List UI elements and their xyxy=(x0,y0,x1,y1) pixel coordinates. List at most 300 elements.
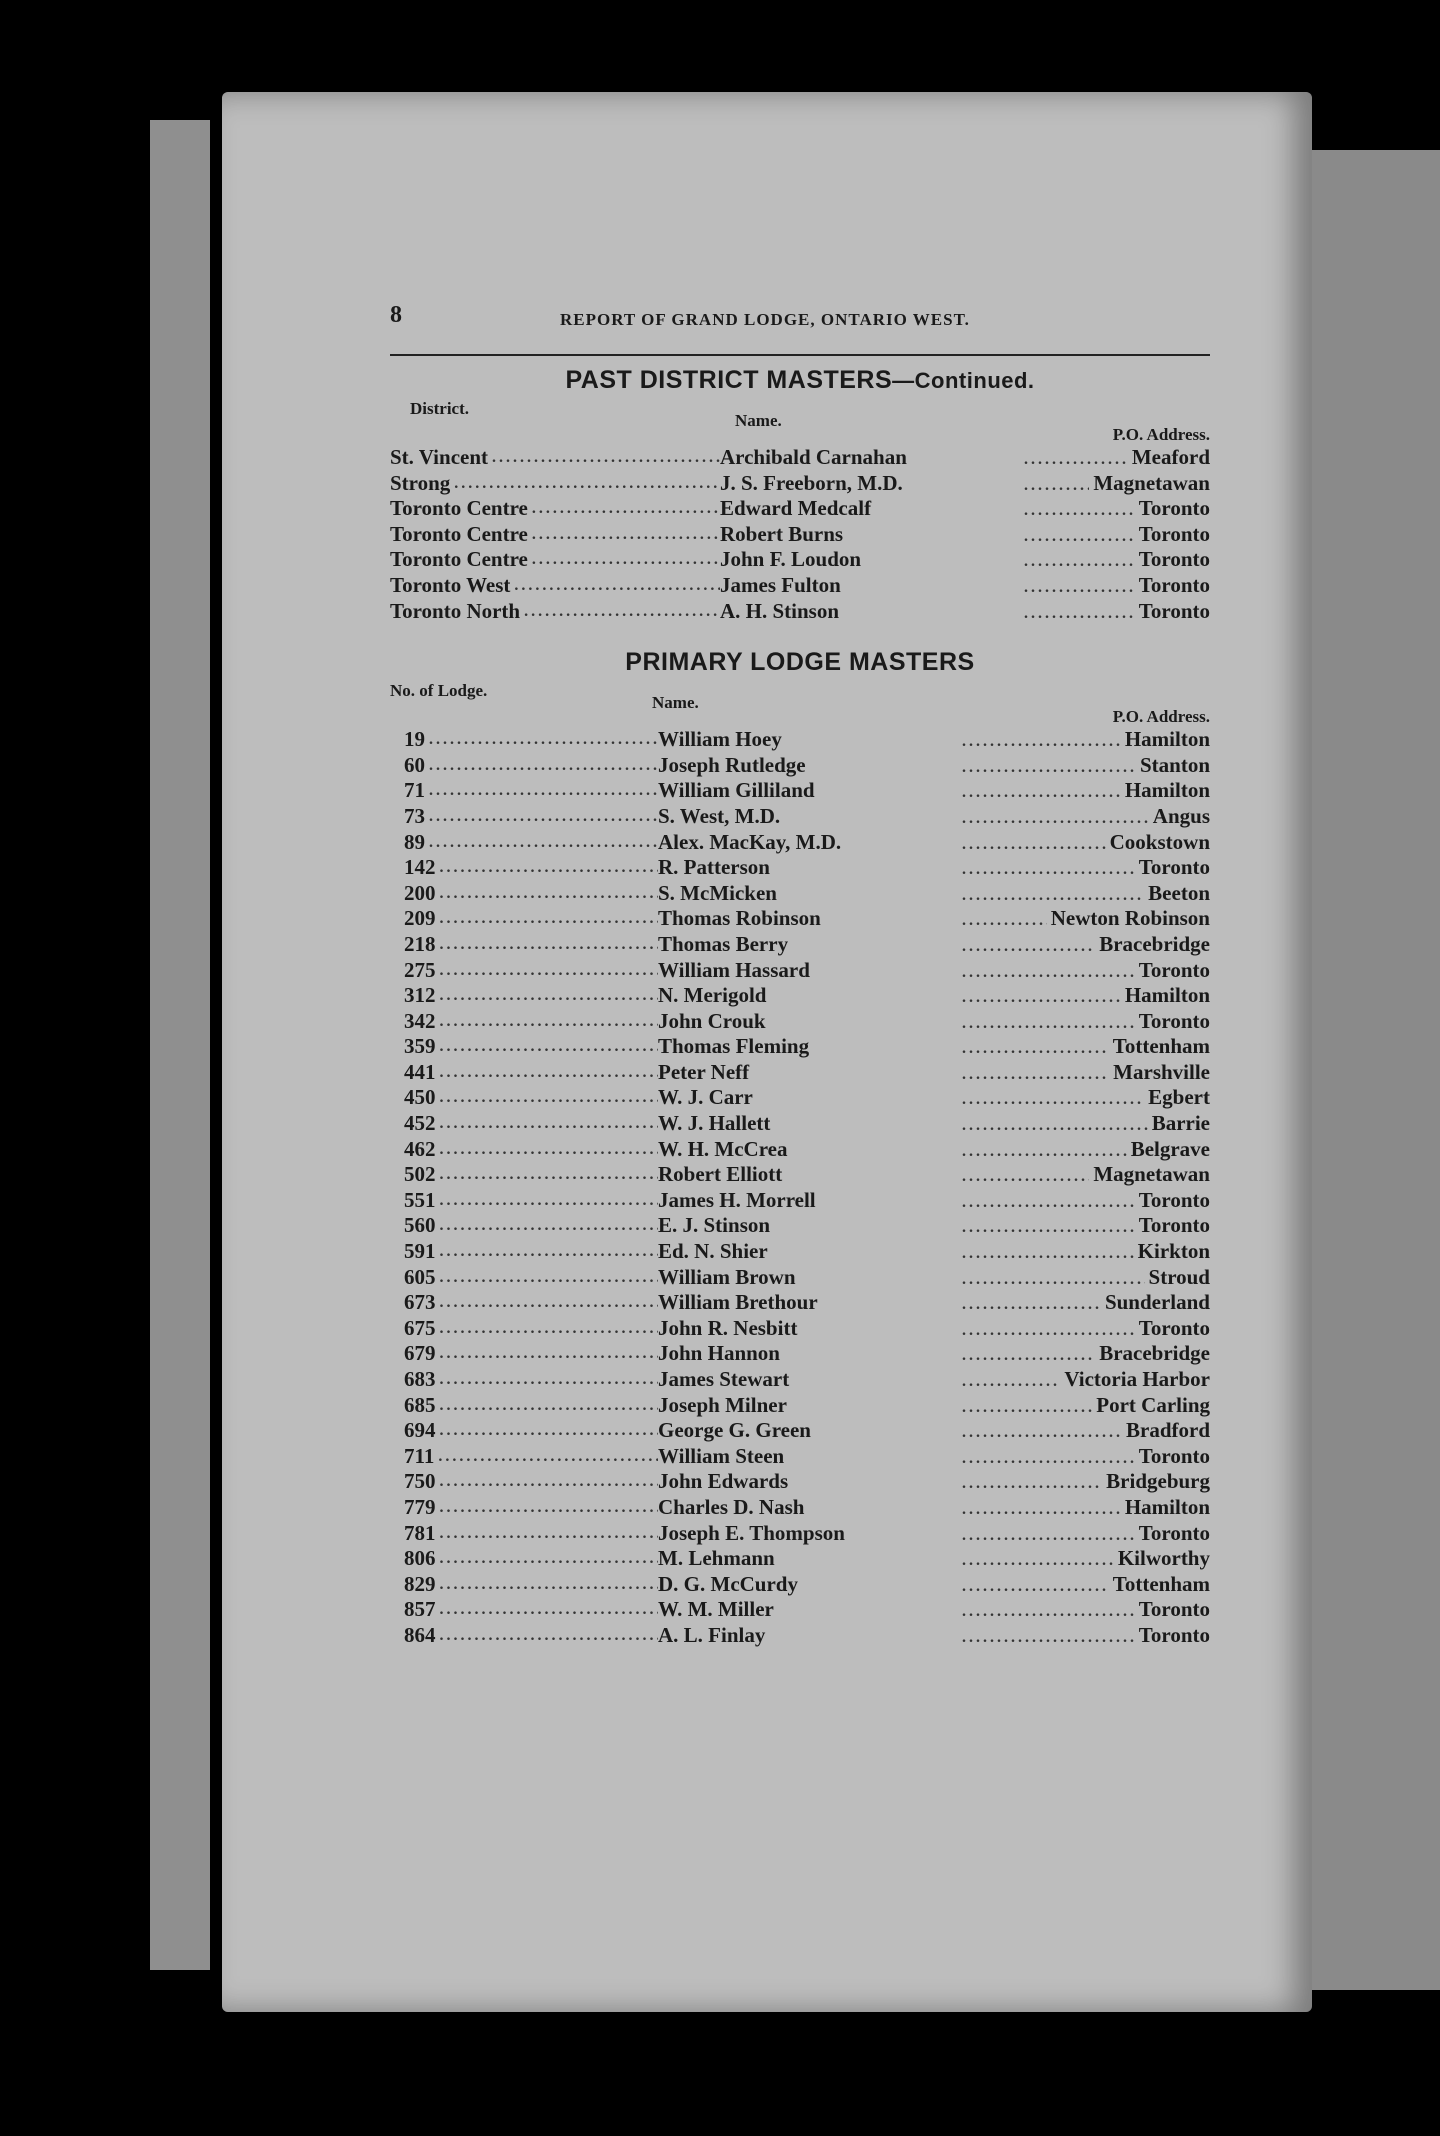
section-title-text: PAST DISTRICT MASTERS xyxy=(565,366,893,394)
lodge-number-text: 502 xyxy=(404,1162,436,1187)
leader-dots xyxy=(962,729,1121,753)
lodge-number-cell xyxy=(390,983,658,1009)
lodge-number-cell xyxy=(390,1316,658,1342)
name-cell: James Fulton xyxy=(720,572,841,597)
district-cell xyxy=(390,522,720,548)
leader-dots xyxy=(962,908,1047,932)
leader-dots xyxy=(524,599,720,625)
district-column-headings xyxy=(390,399,1210,445)
leader-dots xyxy=(440,1034,659,1060)
leader-dots xyxy=(962,780,1121,804)
table-row xyxy=(390,547,1210,573)
name-cell: Ed. N. Shier xyxy=(658,1239,768,1264)
lodge-number-text: 683 xyxy=(404,1367,436,1391)
address-cell: Kirkton xyxy=(1137,1239,1210,1264)
name-cell: Edward Medcalf xyxy=(720,496,872,521)
leader-dots xyxy=(962,1471,1102,1495)
address-cell: Toronto xyxy=(1138,1187,1210,1212)
lodge-number-cell xyxy=(390,1034,658,1060)
name-cell: A. L. Finlay xyxy=(658,1622,766,1647)
district-text: Toronto Centre xyxy=(390,496,528,521)
leader-dots xyxy=(532,496,720,522)
table-row xyxy=(390,855,1210,881)
name-cell: R. Patterson xyxy=(658,855,770,880)
lodge-number-text: 312 xyxy=(404,983,436,1008)
name-cell: William Hoey xyxy=(658,727,782,752)
column-heading-district: District. xyxy=(410,399,470,418)
name-cell: William Steen xyxy=(658,1443,785,1468)
lodge-number-text: 275 xyxy=(404,957,436,982)
name-cell: Robert Elliott xyxy=(658,1162,783,1187)
address-cell: Barrie xyxy=(1151,1111,1210,1136)
leader-dots xyxy=(440,1009,659,1035)
address-cell: Marshville xyxy=(1113,1059,1210,1084)
name-cell: Thomas Robinson xyxy=(658,906,821,931)
leader-dots xyxy=(962,1267,1145,1291)
lodge-number-cell xyxy=(390,1444,658,1470)
name-cell: W. J. Carr xyxy=(658,1085,753,1110)
name-cell: S. West, M.D. xyxy=(658,803,781,828)
lodge-number-cell xyxy=(390,1162,658,1188)
lodge-number-text: 441 xyxy=(404,1059,436,1084)
leader-dots xyxy=(532,522,720,548)
lodge-number-text: 679 xyxy=(404,1341,436,1366)
leader-dots xyxy=(1024,549,1135,573)
leader-dots xyxy=(440,1367,659,1393)
leader-dots xyxy=(429,804,658,830)
lodge-number-text: 450 xyxy=(404,1085,436,1110)
running-head xyxy=(390,302,1210,342)
leader-dots xyxy=(962,1062,1109,1086)
address-cell: Hamilton xyxy=(1124,778,1210,803)
table-row xyxy=(390,573,1210,599)
name-cell: John Hannon xyxy=(658,1341,780,1366)
leader-dots xyxy=(440,1495,659,1521)
address-cell: Toronto xyxy=(1138,1597,1210,1622)
lodge-number-cell xyxy=(390,1085,658,1111)
table-row xyxy=(390,1060,1210,1086)
leader-dots xyxy=(440,1111,659,1137)
lodge-number-cell xyxy=(390,1546,658,1572)
lodge-number-text: 560 xyxy=(404,1213,436,1238)
leader-dots xyxy=(962,1420,1122,1444)
lodge-number-cell xyxy=(390,753,658,779)
leader-dots xyxy=(429,778,658,804)
table-row xyxy=(390,1546,1210,1572)
table-row xyxy=(390,471,1210,497)
header-rule xyxy=(390,354,1210,356)
lodge-number-cell xyxy=(390,1137,658,1163)
lodge-number-text: 71 xyxy=(404,778,425,803)
leader-dots xyxy=(440,1290,659,1316)
leader-dots xyxy=(454,471,720,497)
page-number: 8 xyxy=(390,302,403,328)
leader-dots xyxy=(440,1085,659,1111)
lodge-number-cell xyxy=(390,1341,658,1367)
lodge-number-text: 673 xyxy=(404,1290,436,1315)
table-row xyxy=(390,1393,1210,1419)
lodge-number-cell xyxy=(390,906,658,932)
address-cell: Kilworthy xyxy=(1117,1546,1210,1571)
district-cell xyxy=(390,573,720,599)
name-cell: Alex. MacKay, M.D. xyxy=(658,829,842,854)
leader-dots xyxy=(440,881,659,907)
leader-dots xyxy=(440,1239,659,1265)
table-row xyxy=(390,932,1210,958)
address-cell: Bracebridge xyxy=(1099,1341,1210,1366)
address-cell: Newton Robinson xyxy=(1050,906,1210,931)
table-row xyxy=(390,599,1210,625)
leader-dots xyxy=(440,906,659,932)
table-row xyxy=(390,958,1210,984)
leader-dots xyxy=(429,753,658,779)
leader-dots xyxy=(440,1213,659,1239)
lodge-number-cell xyxy=(390,855,658,881)
name-cell: Thomas Berry xyxy=(658,931,789,956)
leader-dots xyxy=(440,932,659,958)
leader-dots xyxy=(440,1060,659,1086)
leader-dots xyxy=(962,1343,1095,1367)
lodge-number-cell xyxy=(390,958,658,984)
table-row xyxy=(390,778,1210,804)
leader-dots xyxy=(1024,575,1135,599)
column-heading-address: P.O. Address. xyxy=(1112,707,1210,727)
column-heading-lodge: No. of Lodge. xyxy=(390,681,488,701)
leader-dots xyxy=(962,1369,1060,1393)
section-continued-text: —Continued. xyxy=(892,368,1035,393)
table-row xyxy=(390,1597,1210,1623)
district-text: Toronto Centre xyxy=(390,547,528,572)
lodge-number-cell xyxy=(390,1188,658,1214)
table-row xyxy=(390,1188,1210,1214)
table-row xyxy=(390,727,1210,753)
district-text: Toronto West xyxy=(390,572,511,597)
lodge-number-text: 591 xyxy=(404,1239,436,1264)
table-row xyxy=(390,983,1210,1009)
address-cell: Toronto xyxy=(1138,1443,1210,1468)
address-cell: Toronto xyxy=(1138,1008,1210,1033)
leader-dots xyxy=(962,755,1136,779)
leader-dots xyxy=(440,1623,659,1649)
lodge-number-cell xyxy=(390,1111,658,1137)
address-cell: Toronto xyxy=(1138,547,1210,572)
leader-dots xyxy=(962,1395,1092,1419)
leader-dots xyxy=(962,1292,1101,1316)
district-cell xyxy=(390,445,720,471)
leader-dots xyxy=(440,1265,659,1291)
name-cell: James Stewart xyxy=(658,1367,790,1391)
name-cell: S. McMicken xyxy=(658,880,777,905)
lodge-number-text: 781 xyxy=(404,1520,436,1545)
address-cell: Toronto xyxy=(1138,1520,1210,1545)
address-cell: Hamilton xyxy=(1124,983,1210,1008)
leader-dots xyxy=(440,1418,659,1444)
name-cell: Robert Burns xyxy=(720,521,844,546)
table-row xyxy=(390,1111,1210,1137)
running-title: REPORT OF GRAND LODGE, ONTARIO WEST. xyxy=(560,310,970,329)
leader-dots xyxy=(440,1572,659,1598)
address-cell: Victoria Harbor xyxy=(1064,1367,1210,1391)
leader-dots xyxy=(962,1599,1135,1623)
district-cell xyxy=(390,547,720,573)
name-cell: Thomas Fleming xyxy=(658,1034,810,1059)
table-row xyxy=(390,1085,1210,1111)
district-cell xyxy=(390,471,720,497)
leader-dots xyxy=(962,1113,1148,1137)
address-cell: Egbert xyxy=(1148,1085,1210,1110)
lodge-number-cell xyxy=(390,778,658,804)
leader-dots xyxy=(962,883,1144,907)
lodge-number-text: 857 xyxy=(404,1597,436,1622)
lodge-number-text: 675 xyxy=(404,1315,436,1340)
leader-dots xyxy=(429,830,658,856)
address-cell: Hamilton xyxy=(1124,1494,1210,1519)
name-cell: Joseph Rutledge xyxy=(658,752,806,777)
lodge-number-text: 142 xyxy=(404,855,436,880)
leader-dots xyxy=(962,1548,1114,1572)
lodge-number-text: 779 xyxy=(404,1494,436,1519)
district-masters-list xyxy=(390,445,1210,624)
lodge-number-text: 452 xyxy=(404,1111,436,1136)
lodge-number-cell xyxy=(390,881,658,907)
lodge-number-cell xyxy=(390,1239,658,1265)
leader-dots xyxy=(440,1188,659,1214)
district-text: St. Vincent xyxy=(390,445,489,469)
name-cell: James H. Morrell xyxy=(658,1187,816,1212)
name-cell: Charles D. Nash xyxy=(658,1494,805,1519)
leader-dots xyxy=(440,1137,659,1163)
leader-dots xyxy=(962,1241,1134,1265)
lodge-number-text: 200 xyxy=(404,880,436,905)
table-row xyxy=(390,1444,1210,1470)
leader-dots xyxy=(962,806,1149,830)
table-row xyxy=(390,753,1210,779)
name-cell: William Brown xyxy=(658,1264,796,1289)
leader-dots xyxy=(514,573,720,599)
section-gap xyxy=(390,624,1210,642)
address-cell: Belgrave xyxy=(1130,1136,1210,1161)
name-cell: W. H. McCrea xyxy=(658,1136,788,1161)
lodge-number-cell xyxy=(390,1623,658,1649)
table-row xyxy=(390,1572,1210,1598)
name-cell: Joseph Milner xyxy=(658,1392,787,1417)
leader-dots xyxy=(440,1393,659,1419)
leader-dots xyxy=(962,1318,1135,1342)
lodge-number-cell xyxy=(390,932,658,958)
lodge-number-cell xyxy=(390,1495,658,1521)
column-heading-name: Name. xyxy=(735,411,782,430)
leader-dots xyxy=(962,1011,1135,1035)
lodge-number-cell xyxy=(390,1367,658,1393)
table-row xyxy=(390,1367,1210,1393)
lodge-number-text: 19 xyxy=(404,727,425,752)
address-cell: Toronto xyxy=(1138,957,1210,982)
lodge-number-cell xyxy=(390,1469,658,1495)
table-row xyxy=(390,1239,1210,1265)
address-cell: Toronto xyxy=(1138,855,1210,880)
leader-dots xyxy=(1024,498,1135,522)
table-row xyxy=(390,522,1210,548)
address-cell: Bradford xyxy=(1126,1418,1210,1443)
table-row xyxy=(390,1495,1210,1521)
table-row xyxy=(390,1623,1210,1649)
leader-dots xyxy=(438,1444,658,1470)
table-row xyxy=(390,445,1210,471)
district-cell xyxy=(390,599,720,625)
lodge-number-text: 462 xyxy=(404,1136,436,1161)
address-cell: Toronto xyxy=(1138,1213,1210,1238)
table-row xyxy=(390,830,1210,856)
table-row xyxy=(390,1162,1210,1188)
name-cell: Archibald Carnahan xyxy=(720,445,907,469)
name-cell: M. Lehmann xyxy=(658,1546,775,1571)
address-cell: Toronto xyxy=(1138,521,1210,546)
name-cell: George G. Green xyxy=(658,1418,811,1443)
table-row xyxy=(390,1316,1210,1342)
district-cell xyxy=(390,496,720,522)
lodge-number-cell xyxy=(390,804,658,830)
page-content xyxy=(390,302,1210,1649)
lodge-number-text: 711 xyxy=(404,1443,435,1468)
address-cell: Beeton xyxy=(1148,880,1210,905)
leader-dots xyxy=(962,1625,1135,1649)
lodge-number-text: 551 xyxy=(404,1187,436,1212)
table-row xyxy=(390,1469,1210,1495)
table-row xyxy=(390,496,1210,522)
lodge-number-cell xyxy=(390,1060,658,1086)
lodge-masters-list xyxy=(390,727,1210,1648)
name-cell: Joseph E. Thompson xyxy=(658,1520,845,1545)
leader-dots xyxy=(1024,601,1135,625)
name-cell: John Edwards xyxy=(658,1469,789,1494)
address-cell: Toronto xyxy=(1138,598,1210,623)
name-cell: William Hassard xyxy=(658,957,810,982)
name-cell: E. J. Stinson xyxy=(658,1213,771,1238)
lodge-number-cell xyxy=(390,1521,658,1547)
address-cell: Hamilton xyxy=(1124,727,1210,752)
address-cell: Bracebridge xyxy=(1099,931,1210,956)
address-cell: Toronto xyxy=(1138,572,1210,597)
leader-dots xyxy=(962,1574,1109,1598)
leader-dots xyxy=(962,985,1121,1009)
book-back-edge xyxy=(150,120,210,1970)
primary-lodge-masters-title: PRIMARY LODGE MASTERS xyxy=(625,648,975,677)
name-cell: N. Merigold xyxy=(658,983,767,1008)
book-facing-page xyxy=(1300,150,1440,1990)
lodge-number-text: 89 xyxy=(404,829,425,854)
leader-dots xyxy=(440,958,659,984)
lodge-number-text: 359 xyxy=(404,1034,436,1059)
name-cell: William Brethour xyxy=(658,1290,818,1315)
address-cell: Tottenham xyxy=(1112,1034,1210,1059)
name-cell: W. J. Hallett xyxy=(658,1111,771,1136)
leader-dots xyxy=(962,1190,1135,1214)
district-text: Toronto Centre xyxy=(390,521,528,546)
lodge-number-text: 60 xyxy=(404,752,425,777)
table-row xyxy=(390,1521,1210,1547)
lodge-number-cell xyxy=(390,1418,658,1444)
leader-dots xyxy=(962,1139,1127,1163)
address-cell: Stanton xyxy=(1139,752,1210,777)
address-cell: Magnetawan xyxy=(1093,470,1210,495)
address-cell: Meaford xyxy=(1131,445,1210,469)
lodge-number-text: 605 xyxy=(404,1264,436,1289)
table-row xyxy=(390,1034,1210,1060)
leader-dots xyxy=(440,983,659,1009)
leader-dots xyxy=(492,445,720,471)
leader-dots xyxy=(440,1546,659,1572)
table-row xyxy=(390,1137,1210,1163)
lodge-number-cell xyxy=(390,1393,658,1419)
leader-dots xyxy=(962,960,1135,984)
lodge-number-text: 750 xyxy=(404,1469,436,1494)
name-cell: D. G. McCurdy xyxy=(658,1571,798,1596)
leader-dots xyxy=(440,1162,659,1188)
leader-dots xyxy=(962,1087,1144,1111)
lodge-number-text: 806 xyxy=(404,1546,436,1571)
address-cell: Angus xyxy=(1152,803,1210,828)
leader-dots xyxy=(440,855,659,881)
leader-dots xyxy=(962,832,1106,856)
lodge-number-cell xyxy=(390,1290,658,1316)
table-row xyxy=(390,881,1210,907)
district-text: Toronto North xyxy=(390,598,521,623)
lodge-number-text: 218 xyxy=(404,931,436,956)
lodge-number-text: 342 xyxy=(404,1008,436,1033)
table-row xyxy=(390,1418,1210,1444)
document-page xyxy=(222,92,1312,2012)
address-cell: Sunderland xyxy=(1104,1290,1210,1315)
leader-dots xyxy=(962,1036,1109,1060)
lodge-number-cell xyxy=(390,830,658,856)
name-cell: John F. Loudon xyxy=(720,547,862,572)
lodge-number-cell xyxy=(390,1572,658,1598)
name-cell: A. H. Stinson xyxy=(720,598,840,623)
name-cell: W. M. Miller xyxy=(658,1597,774,1622)
leader-dots xyxy=(1024,473,1089,497)
leader-dots xyxy=(440,1341,659,1367)
name-cell: J. S. Freeborn, M.D. xyxy=(720,470,903,495)
leader-dots xyxy=(962,857,1135,881)
lodge-number-text: 209 xyxy=(404,906,436,931)
table-row xyxy=(390,804,1210,830)
district-text: Strong xyxy=(390,470,451,495)
address-cell: Cookstown xyxy=(1109,829,1210,854)
address-cell: Magnetawan xyxy=(1093,1162,1210,1187)
lodge-number-cell xyxy=(390,1265,658,1291)
address-cell: Bridgeburg xyxy=(1106,1469,1210,1494)
leader-dots xyxy=(962,1215,1135,1239)
lodge-number-cell xyxy=(390,1213,658,1239)
past-district-masters-title xyxy=(390,366,1210,395)
address-cell: Toronto xyxy=(1138,1622,1210,1647)
leader-dots xyxy=(962,1523,1135,1547)
lodge-number-cell xyxy=(390,1009,658,1035)
name-cell: John R. Nesbitt xyxy=(658,1315,798,1340)
table-row xyxy=(390,906,1210,932)
lodge-number-cell xyxy=(390,1597,658,1623)
lodge-number-text: 685 xyxy=(404,1392,436,1417)
leader-dots xyxy=(429,727,658,753)
table-row xyxy=(390,1265,1210,1291)
lodge-number-text: 694 xyxy=(404,1418,436,1443)
leader-dots xyxy=(440,1316,659,1342)
name-cell: John Crouk xyxy=(658,1008,766,1033)
address-cell: Toronto xyxy=(1138,1315,1210,1340)
column-heading-address: P.O. Address. xyxy=(1112,425,1210,444)
lodge-number-text: 864 xyxy=(404,1622,436,1647)
leader-dots xyxy=(962,934,1095,958)
